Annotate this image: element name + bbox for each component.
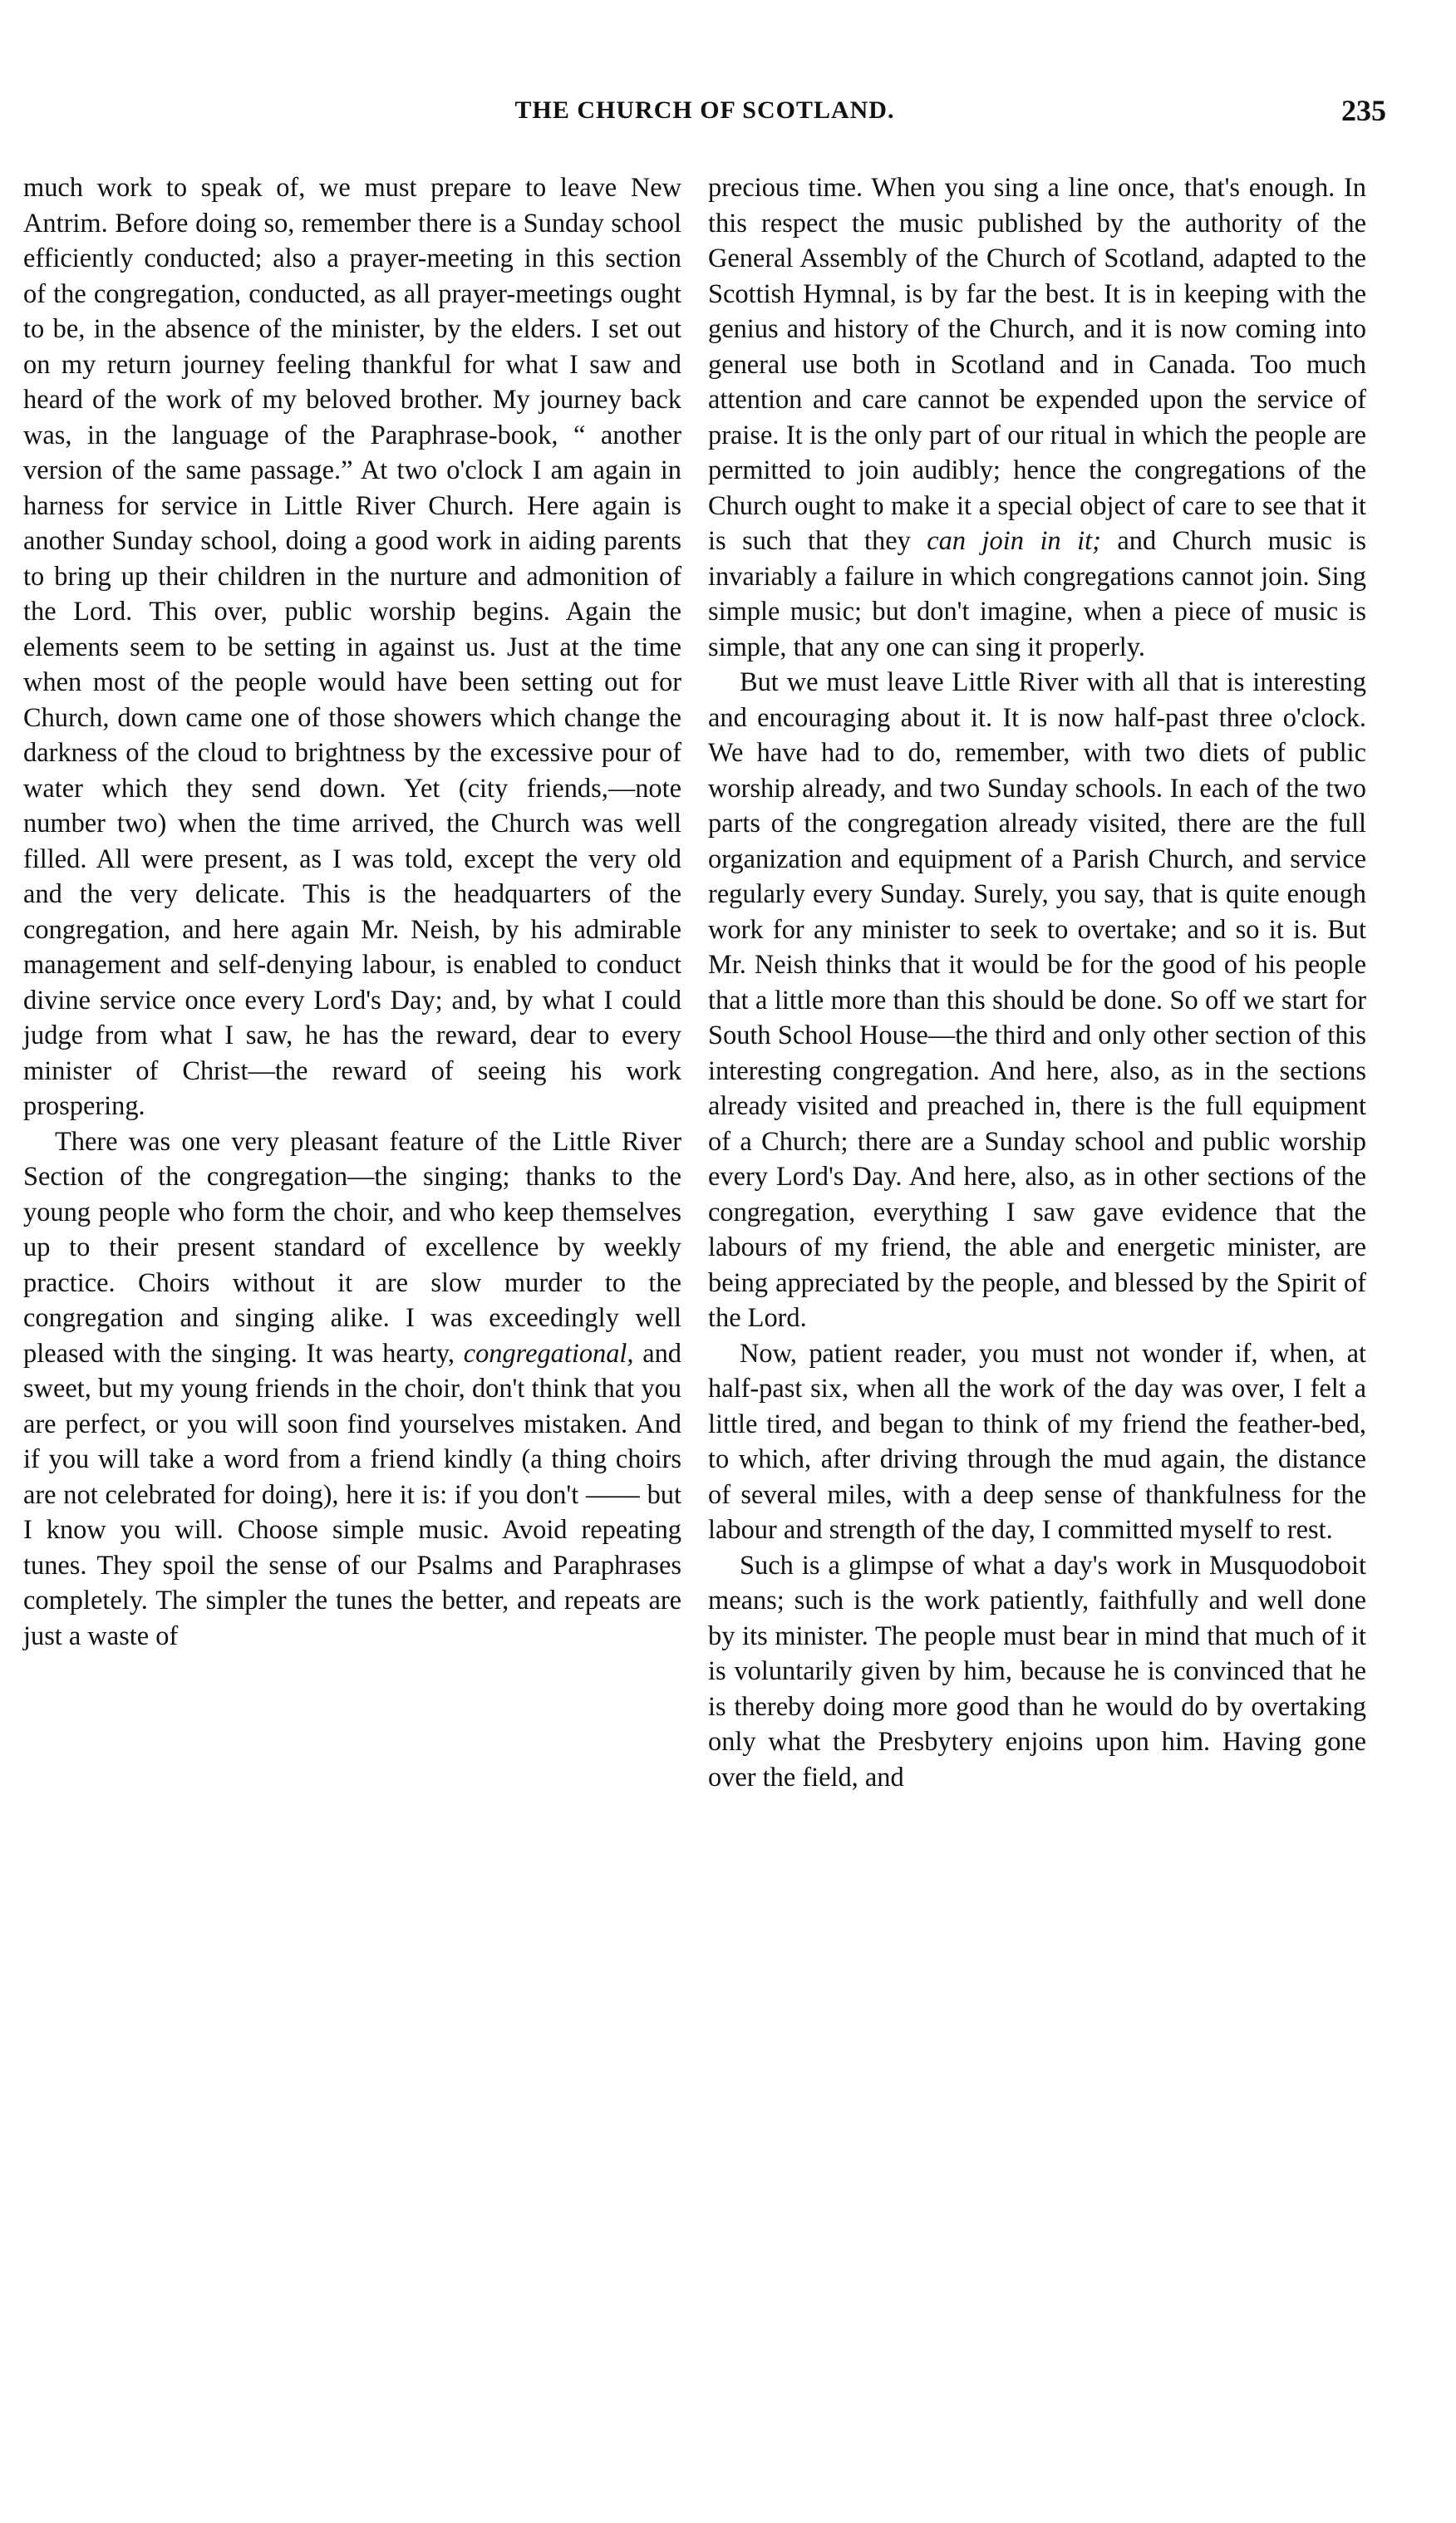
paragraph: much work to speak of, we must prepare to leave New Antrim. Before doing so, remember there is a Sunday school efficiently conducted; also a prayer-meeting in this section of the congregation, conducted, as all prayer-meetings ought to be, in the absence of the minister, by the elders. I set out on my return journey feeling thankful for what I saw and heard of the work of my beloved brother. My journey back was, in the language of the Paraphrase-book, “ another version of the same passage.” At two o'clock I am again in harness for service in Little River Church. Here again is another Sunday school, doing a good work in aiding parents to bring up their children in the nurture and admonition of the Lord. This over, public worship begins. Again the elements seem to be setting in against us. Just at the time when most of the people would have been setting out for Church, down came one of those showers which change the darkness of the cloud to brightness by the excessive pour of water which they send down. Yet (city friends,—note number two) when the time arrived, the Church was well filled. All were present, as I was told, except the very old and the very delicate. This is the headquarters of the congregation, and here again Mr. Neish, by his admirable management and self-denying labour, is enabled to conduct divine service once every Lord's Day; and, by what I could judge from what I saw, he has the reward, dear to every minister of Christ—the reward of seeing his work prospering. xyxy=(23,173,681,1121)
paragraph: Now, patient reader, you must not wonder if, when, at half-past six, when all the work of the day was over, I felt a little tired, and began to think of my friend the feather-bed, to which, after driving through the mud again, the distance of several miles, with a deep sense of thankfulness for the labour and strength of the day, I committed myself to rest. xyxy=(708,1338,1366,1545)
emphasis-text: can join in it; xyxy=(927,526,1101,556)
paragraph: Such is a glimpse of what a day's work in Musquodoboit means; such is the work patiently, faithfully and well done by its minister. The people must bear in mind that much of it is voluntarily given by him, because he is convinced that he is thereby doing more good than he would do by overtaking only what the Presbytery enjoins upon him. Having gone over the field, and xyxy=(708,1550,1366,1793)
emphasis-text: congregational, xyxy=(463,1338,634,1369)
left-column xyxy=(23,170,681,1654)
page-header xyxy=(23,93,1386,135)
paragraph: But we must leave Little River with all that is interesting and encouraging about it. It is now half-past three o'clock. We have had to do, remember, with two diets of public worship already, and two Sunday schools. In each of the two parts of the congregation already visited, there are the full organization and equipment of a Parish Church, and service regularly every Sunday. Surely, you say, that is quite enough work for any minister to seek to overtake; and so it is. But Mr. Neish thinks that it would be for the good of his people that a little more than this should be done. So off we start for South School House—the third and only other section of this interesting congregation. And here, also, as in the sections already visited and preached in, there is the full equipment of a Church; there are a Sunday school and public worship every Lord's Day. And here, also, as in other sections of the congregation, everything I saw gave evidence that the labours of my friend, the able and energetic minister, are being appreciated by the people, and blessed by the Spirit of the Lord. xyxy=(708,667,1366,1333)
page-number: 235 xyxy=(1341,94,1386,127)
right-column xyxy=(708,170,1366,1795)
paragraph-text: precious time. When you sing a line once, that's enough. In this respect the music published by the authority of the General Assembly of the Church of Scotland, adapted to the Scottish Hymnal, is by far the best. It is in keeping with the genius and history of the Church, and it is now coming into general use both in Scotland and in Canada. Too much attention and care cannot be expended upon the service of praise. It is the only part of our ritual in which the people are permitted to join audibly; hence the congregations of the Church ought to make it a special object of care to see that it is such that they xyxy=(708,173,1366,556)
paragraph xyxy=(708,170,1366,665)
paragraph-text: and sweet, but my young friends in the choir, don't think that you are perfect, or you will soon find yourselves mistaken. And if you will take a word from a friend kindly (a thing choirs are not celebrated for doing), here it is: if you don't —— but I know you will. Choose simple music. Avoid repeating tunes. They spoil the sense of our Psalms and Paraphrases completely. The simpler the tunes the better, and repeats are just a waste of xyxy=(23,1338,681,1651)
paragraph-text: and Church music is invariably a failure in which congregations cannot join. Sing simple music; but don't imagine, when a piece of music is simple, that any one can sing it properly. xyxy=(708,526,1366,662)
paragraph-text: There was one very pleasant feature of the Little River Section of the congregation—the singing; thanks to the young people who form the choir, and who keep themselves up to their present standard of excellence by weekly practice. Choirs without it are slow murder to the congregation and singing alike. I was exceedingly well pleased with the singing. It was hearty, xyxy=(23,1126,681,1369)
running-head: THE CHURCH OF SCOTLAND. xyxy=(514,96,895,124)
paragraph xyxy=(23,1124,681,1655)
